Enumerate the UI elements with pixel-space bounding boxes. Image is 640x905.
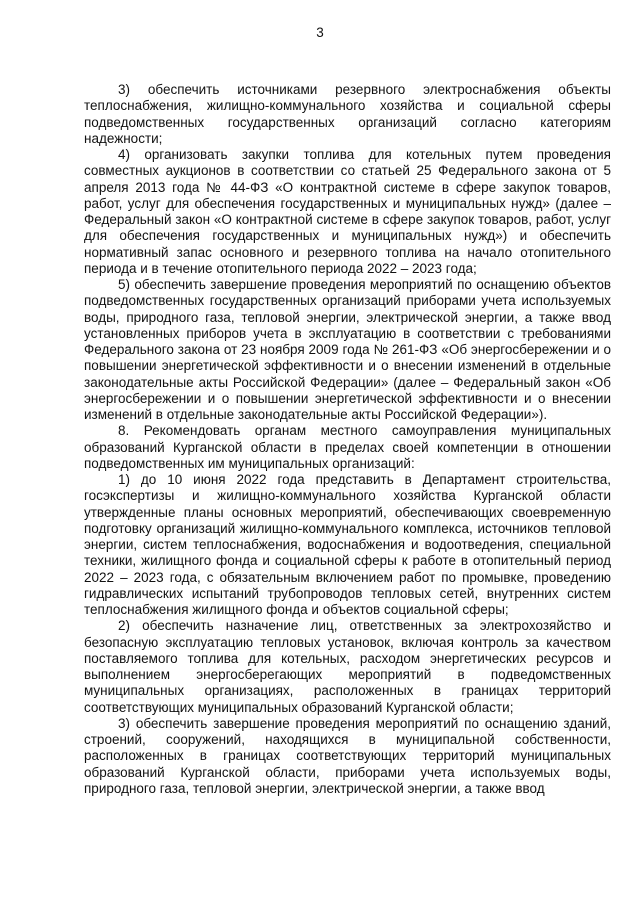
paragraph-item-3-municipal-metering: 3) обеспечить завершение проведения мероприятий по оснащению зданий, строений, сооружений, находящихся в муниципальной собственности, расположенных в границах соответствующих территорий муниципальных образований Курганской области, приборами учета используемых воды, природного газа, тепловой энергии, электрической энергии, а также ввод	[84, 715, 611, 796]
page-number: 3	[316, 25, 324, 40]
paragraph-item-3-backup-power: 3) обеспечить источниками резервного электроснабжения объекты теплоснабжения, жилищно-коммунального хозяйства и социальной сферы подведомственных государственных организаций согласно категориям надежности;	[84, 82, 611, 146]
paragraph-section-8-recommendation: 8. Рекомендовать органам местного самоуправления муниципальных образований Курганской области в пределах своей компетенции в отношении подведомственных им муниципальных организаций:	[84, 423, 611, 471]
document-body	[84, 82, 611, 797]
paragraph-item-4-fuel-purchase: 4) организовать закупки топлива для котельных путем проведения совместных аукционов в соответствии со статьей 25 Федерального закона от 5 апреля 2013 года № 44-ФЗ «О контрактной системе в сфере закупок товаров, работ, услуг для обеспечения государственных и муниципальных нужд» (далее – Федеральный закон «О контрактной системе в сфере закупок товаров, работ, услуг для обеспечения государственных и муниципальных нужд») и обеспечить нормативный запас основного и резервного топлива на начало отопительного периода и в течение отопительного периода 2022 – 2023 года;	[84, 147, 611, 276]
paragraph-item-2-responsible-persons: 2) обеспечить назначение лиц, ответственных за электрохозяйство и безопасную эксплуатацию тепловых установок, включая контроль за качеством поставляемого топлива для котельных, расходом энергетических ресурсов и выполнением энергосберегающих мероприятий в подведомственных муниципальных организациях, расположенных в границах территорий соответствующих муниципальных образований Курганской области;	[84, 618, 611, 715]
paragraph-item-1-plans-submission: 1) до 10 июня 2022 года представить в Департамент строительства, госэкспертизы и жилищно-коммунального хозяйства Курганской области утвержденные планы основных мероприятий, обеспечивающих своевременную подготовку организаций жилищно-коммунального комплекса, источников тепловой энергии, систем теплоснабжения, водоснабжения и водоотведения, специальной техники, жилищного фонда и социальной сферы к работе в отопительный период 2022 – 2023 года, с обязательным включением работ по промывке, проведению гидравлических испытаний трубопроводов тепловых сетей, внутренних систем теплоснабжения жилищного фонда и объектов социальной сферы;	[84, 472, 611, 617]
paragraph-item-5-metering-devices: 5) обеспечить завершение проведения мероприятий по оснащению объектов подведомственных государственных организаций приборами учета используемых воды, природного газа, тепловой энергии, электрической энергии, а также ввод установленных приборов учета в эксплуатацию в соответствии с требованиями Федерального закона от 23 ноября 2009 года № 261-ФЗ «Об энергосбережении и о повышении энергетической эффективности и о внесении изменений в отдельные законодательные акты Российской Федерации» (далее – Федеральный закон «Об энергосбережении и о повышении энергетической эффективности и о внесении изменений в отдельные законодательные акты Российской Федерации»).	[84, 277, 611, 422]
